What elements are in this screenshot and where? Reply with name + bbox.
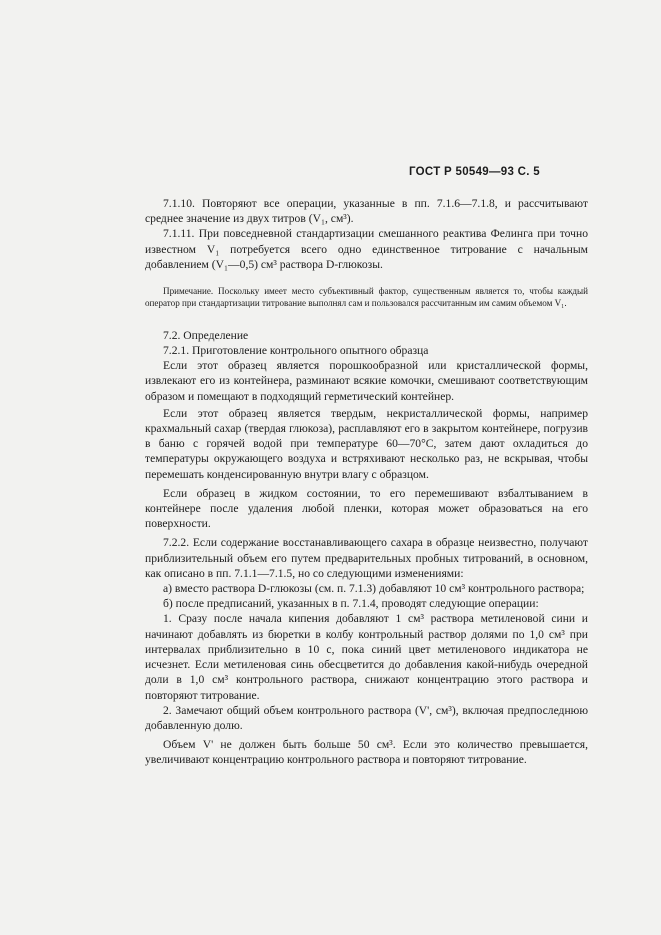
paragraph-liquid-sample: Если образец в жидком состоянии, то его перемешивают взбалтыванием в контейнере после удаления любой пленки, которая может образоваться на его поверхности. [145, 486, 588, 531]
paragraph-7-1-11: 7.1.11. При повседневной стандартизации смешанного реактива Фелинга при точно известном V₁ потребуется всего одно единственное титрование с начальным добавлением (V₁—0,5) см³ раствора D-глюкозы. [145, 227, 588, 271]
paragraph-powder-sample: Если этот образец является порошкообразной или кристаллической формы, извлекают его из контейнера, разминают всякие комочки, смешивают соответствующим образом и помещают в подходящий герметический контейнер. [145, 359, 588, 403]
page-header: ГОСТ Р 50549—93 С. 5 [409, 166, 540, 178]
section-heading-7-2: 7.2. Определение [163, 328, 249, 342]
document-body [145, 196, 588, 768]
step-2: 2. Замечают общий объем контрольного раствора (V', см³), включая предпоследнюю добавленную долю. [145, 703, 588, 732]
subsection-heading-7-2-1: 7.2.1. Приготовление контрольного опытного образца [163, 344, 429, 358]
paragraph-volume-limit: Объем V' не должен быть больше 50 см³. Если это количество превышается, увеличивают концентрацию контрольного раствора и повторяют титрование. [145, 738, 588, 767]
list-item-a: а) вместо раствора D-глюкозы (см. п. 7.1.3) добавляют 10 см³ контрольного раствора; [163, 582, 585, 596]
paragraph-7-1-10: 7.1.10. Повторяют все операции, указанные в пп. 7.1.6—7.1.8, и рассчитывают среднее значение из двух титров (V₁, см³). [145, 197, 588, 226]
list-item-b: б) после предписаний, указанных в п. 7.1.4, проводят следующие операции: [163, 597, 539, 611]
note: Примечание. Поскольку имеет место субъективный фактор, существенным является то, чтобы каждый оператор при стандартизации титрование выполнял сам и пользовался рассчитанным им самим объемом V₁. [145, 286, 588, 309]
step-1: 1. Сразу после начала кипения добавляют 1 см³ раствора метиленовой сини и начинают добавлять из бюретки в колбу контрольный раствор долями по 1,0 см³ при интервалах приблизительно в 10 с, пока синий цвет метиленового индикатора не исчезнет. Если метиленовая синь обесцветится до добавления какой-нибудь очередной доли в 1,0 см³ контрольного раствора, снижают концентрацию этого раствора и повторяют титрование. [145, 612, 588, 702]
paragraph-solid-sample: Если этот образец является твердым, некристаллической формы, например крахмальный сахар (твердая глюкоза), расплавляют его в закрытом контейнере, погрузив в баню с горячей водой при температуре 60—70°С, затем дают охладиться до температуры окружающего воздуха и встряхивают несколько раз, не вскрывая, чтобы перемешать конденсированную внутри влагу с образцом. [145, 406, 588, 481]
paragraph-7-2-2: 7.2.2. Если содержание восстанавливающего сахара в образце неизвестно, получают приблизительный объем его путем предварительных пробных титрований, в основном, как описано в пп. 7.1.1—7.1.5, но со следующими изменениями: [145, 536, 588, 580]
